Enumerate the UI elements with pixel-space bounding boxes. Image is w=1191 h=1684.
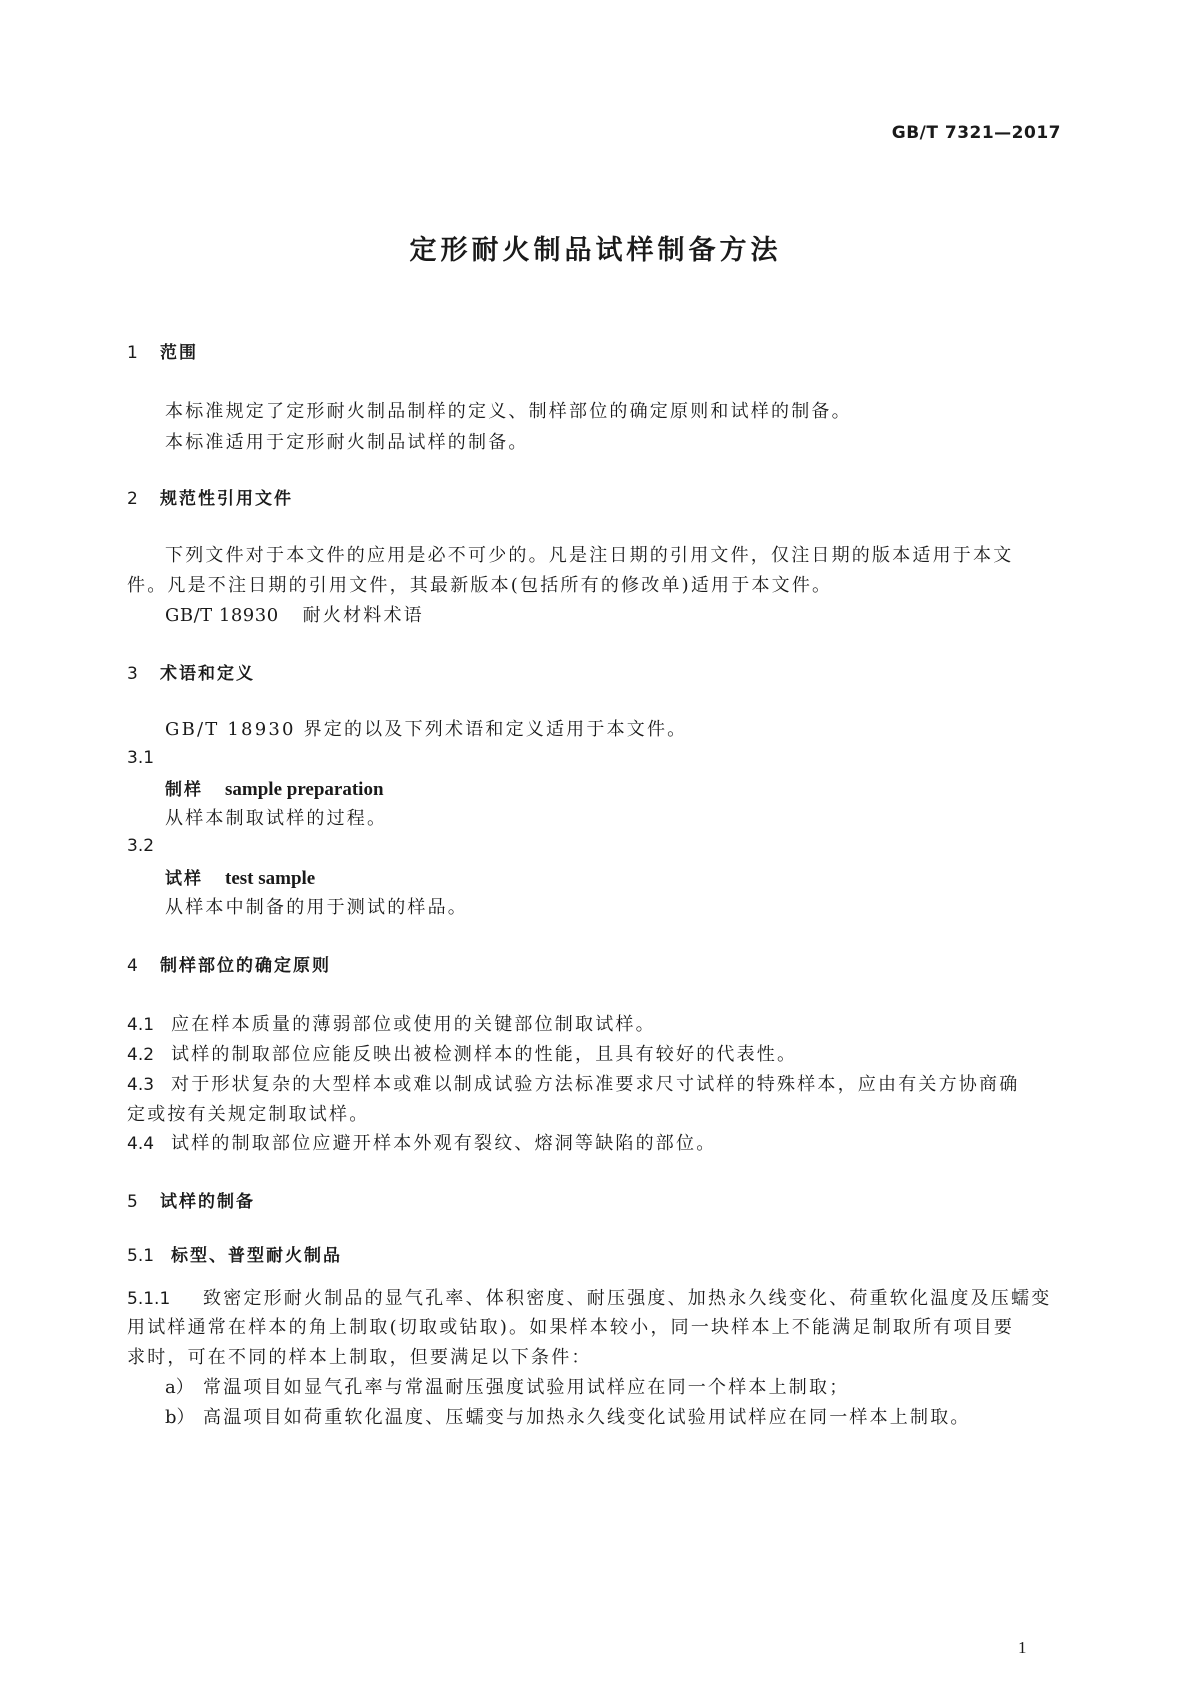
- paragraph: GB/T 18930 界定的以及下列术语和定义适用于本文件。: [165, 719, 688, 740]
- clause-text-continued: 求时，可在不同的样本上制取，但要满足以下条件：: [127, 1347, 592, 1368]
- term-number: 3.2: [127, 836, 155, 856]
- term-chinese: 制样: [165, 780, 203, 800]
- normative-reference: [165, 601, 424, 627]
- section-title: 范围: [160, 343, 198, 363]
- list-text: 常温项目如显气孔率与常温耐压强度试验用试样应在同一个样本上制取；: [203, 1377, 850, 1398]
- term-english: sample preparation: [225, 779, 384, 800]
- section-title: 试样的制备: [160, 1192, 255, 1212]
- paragraph: 本标准适用于定形耐火制品试样的制备。: [165, 432, 529, 453]
- section-number: 2: [127, 489, 138, 509]
- clause-number: 4.2: [127, 1045, 155, 1065]
- subsection-number: 5.1: [127, 1246, 155, 1266]
- list-marker: b）: [165, 1407, 195, 1428]
- clause-number: 5.1.1: [127, 1289, 171, 1309]
- clause-text: 试样的制取部位应避开样本外观有裂纹、熔洞等缺陷的部位。: [171, 1133, 717, 1154]
- term-chinese: 试样: [165, 869, 203, 889]
- list-item-a: [165, 1373, 849, 1399]
- section-5-heading: [127, 1187, 255, 1212]
- document-title: 定形耐火制品试样制备方法: [409, 235, 782, 266]
- page-number: 1: [1018, 1638, 1027, 1657]
- subsection-title: 标型、普型耐火制品: [171, 1246, 342, 1266]
- clause-number: 4.3: [127, 1075, 155, 1095]
- clause-number: 4.4: [127, 1134, 155, 1154]
- reference-code: GB/T 18930: [165, 605, 279, 626]
- term-number: 3.1: [127, 748, 155, 768]
- term-english: test sample: [225, 868, 316, 889]
- subsection-5-1-heading: [127, 1241, 342, 1266]
- section-title: 规范性引用文件: [160, 489, 293, 509]
- clause-4-4: [127, 1129, 716, 1155]
- clause-text: 应在样本质量的薄弱部位或使用的关键部位制取试样。: [171, 1014, 656, 1035]
- section-number: 5: [127, 1192, 138, 1212]
- section-title: 术语和定义: [160, 664, 255, 684]
- paragraph: 件。凡是不注日期的引用文件，其最新版本(包括所有的修改单)适用于本文件。: [127, 575, 833, 596]
- section-number: 1: [127, 343, 138, 363]
- term-entry: [165, 864, 315, 890]
- section-2-heading: [127, 484, 293, 509]
- clause-5-1-1: [127, 1284, 1051, 1310]
- standard-number: GB/T 7321—2017: [891, 123, 1061, 143]
- term-definition: 从样本制取试样的过程。: [165, 808, 388, 829]
- list-marker: a）: [165, 1377, 194, 1398]
- section-4-heading: [127, 951, 331, 976]
- clause-text-continued: 用试样通常在样本的角上制取(切取或钻取)。如果样本较小，同一块样本上不能满足制取所有项目要: [127, 1317, 1015, 1338]
- section-1-heading: [127, 338, 198, 363]
- section-3-heading: [127, 659, 255, 684]
- clause-text-continued: 定或按有关规定制取试样。: [127, 1104, 370, 1125]
- list-text: 高温项目如荷重软化温度、压蠕变与加热永久线变化试验用试样应在同一样本上制取。: [203, 1407, 971, 1428]
- clause-text: 致密定形耐火制品的显气孔率、体积密度、耐压强度、加热永久线变化、荷重软化温度及压蠕变: [203, 1288, 1052, 1309]
- reference-title: 耐火材料术语: [302, 605, 424, 626]
- section-number: 3: [127, 664, 138, 684]
- paragraph: 下列文件对于本文件的应用是必不可少的。凡是注日期的引用文件，仅注日期的版本适用于本文: [165, 545, 1014, 566]
- clause-4-2: [127, 1040, 797, 1066]
- paragraph: 本标准规定了定形耐火制品制样的定义、制样部位的确定原则和试样的制备。: [165, 401, 852, 422]
- clause-4-1: [127, 1010, 656, 1036]
- term-entry: [165, 775, 384, 801]
- list-item-b: [165, 1403, 971, 1429]
- clause-number: 4.1: [127, 1015, 155, 1035]
- clause-4-3: [127, 1070, 1019, 1096]
- clause-text: 试样的制取部位应能反映出被检测样本的性能，且具有较好的代表性。: [171, 1044, 798, 1065]
- section-number: 4: [127, 956, 138, 976]
- section-title: 制样部位的确定原则: [160, 956, 331, 976]
- term-definition: 从样本中制备的用于测试的样品。: [165, 897, 468, 918]
- clause-text: 对于形状复杂的大型样本或难以制成试验方法标准要求尺寸试样的特殊样本，应由有关方协商确: [171, 1074, 1020, 1095]
